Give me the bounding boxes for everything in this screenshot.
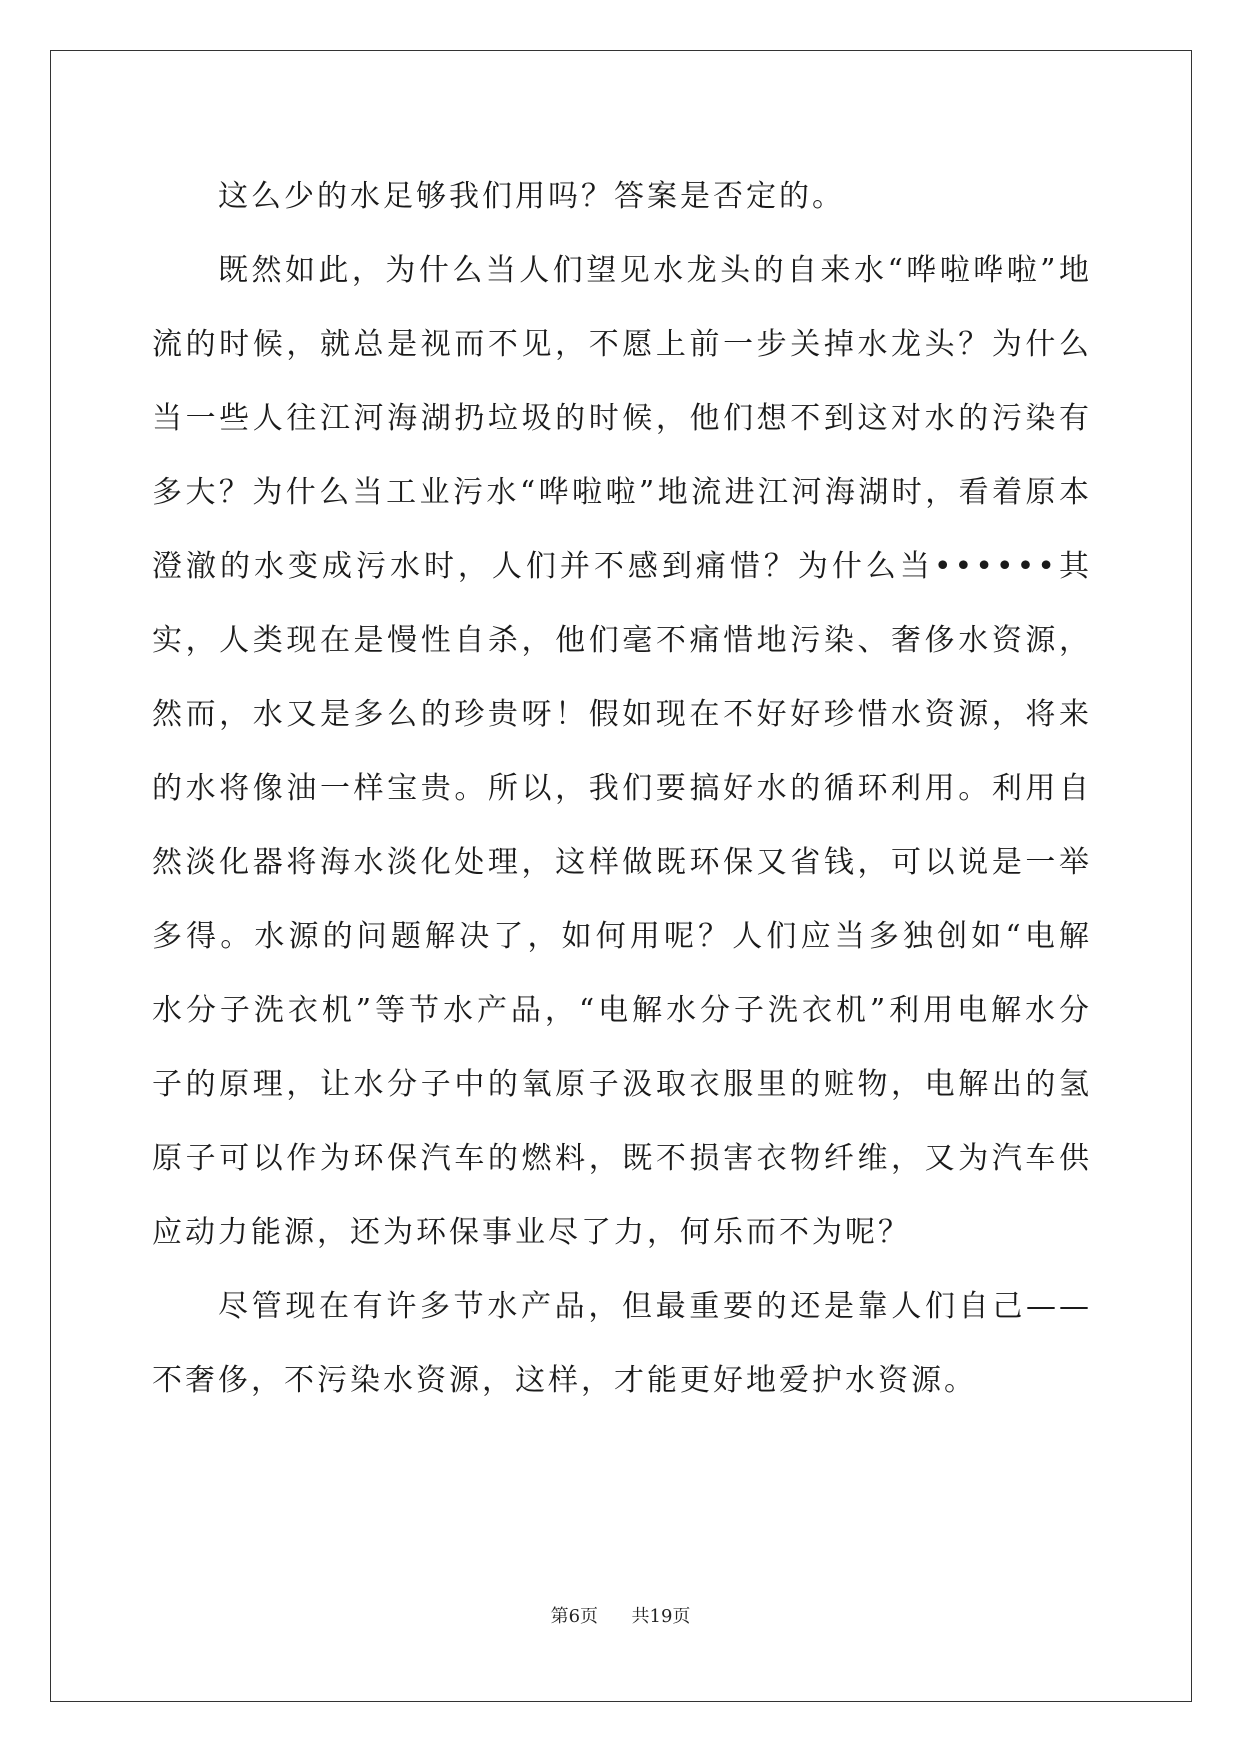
paragraph-1: 这么少的水足够我们用吗？答案是否定的。 [218, 179, 845, 214]
paragraph-3: 尽管现在有许多节水产品，但最重要的还是靠人们自己——不奢侈，不污染水资源，这样，才能更好地爱护水资源。 [152, 1289, 1092, 1398]
document-body [152, 160, 1092, 1418]
page-number: 第6页 [550, 1606, 599, 1627]
total-pages: 共19页 [631, 1606, 691, 1627]
paragraph-2: 既然如此，为什么当人们望见水龙头的自来水“哗啦哗啦”地流的时候，就总是视而不见，不愿上前一步关掉水龙头？为什么当一些人往江河海湖扔垃圾的时候，他们想不到这对水的污染有多大？为什么当工业污水“哗啦啦”地流进江河海湖时，看着原本澄澈的水变成污水时，人们并不感到痛惜？为什么当••••••其实，人类现在是慢性自杀，他们毫不痛惜地污染、奢侈水资源，然而，水又是多么的珍贵呀！假如现在不好好珍惜水资源，将来的水将像油一样宝贵。所以，我们要搞好水的循环利用。利用自然淡化器将海水淡化处理，这样做既环保又省钱，可以说是一举多得。水源的问题解决了，如何用呢？人们应当多独创如“电解水分子洗衣机”等节水产品，“电解水分子洗衣机”利用电解水分子的原理，让水分子中的氧原子汲取衣服里的赃物，电解出的氢原子可以作为环保汽车的燃料，既不损害衣物纤维，又为汽车供应动力能源，还为环保事业尽了力，何乐而不为呢？ [152, 253, 1092, 1250]
page-footer [0, 1602, 1241, 1628]
